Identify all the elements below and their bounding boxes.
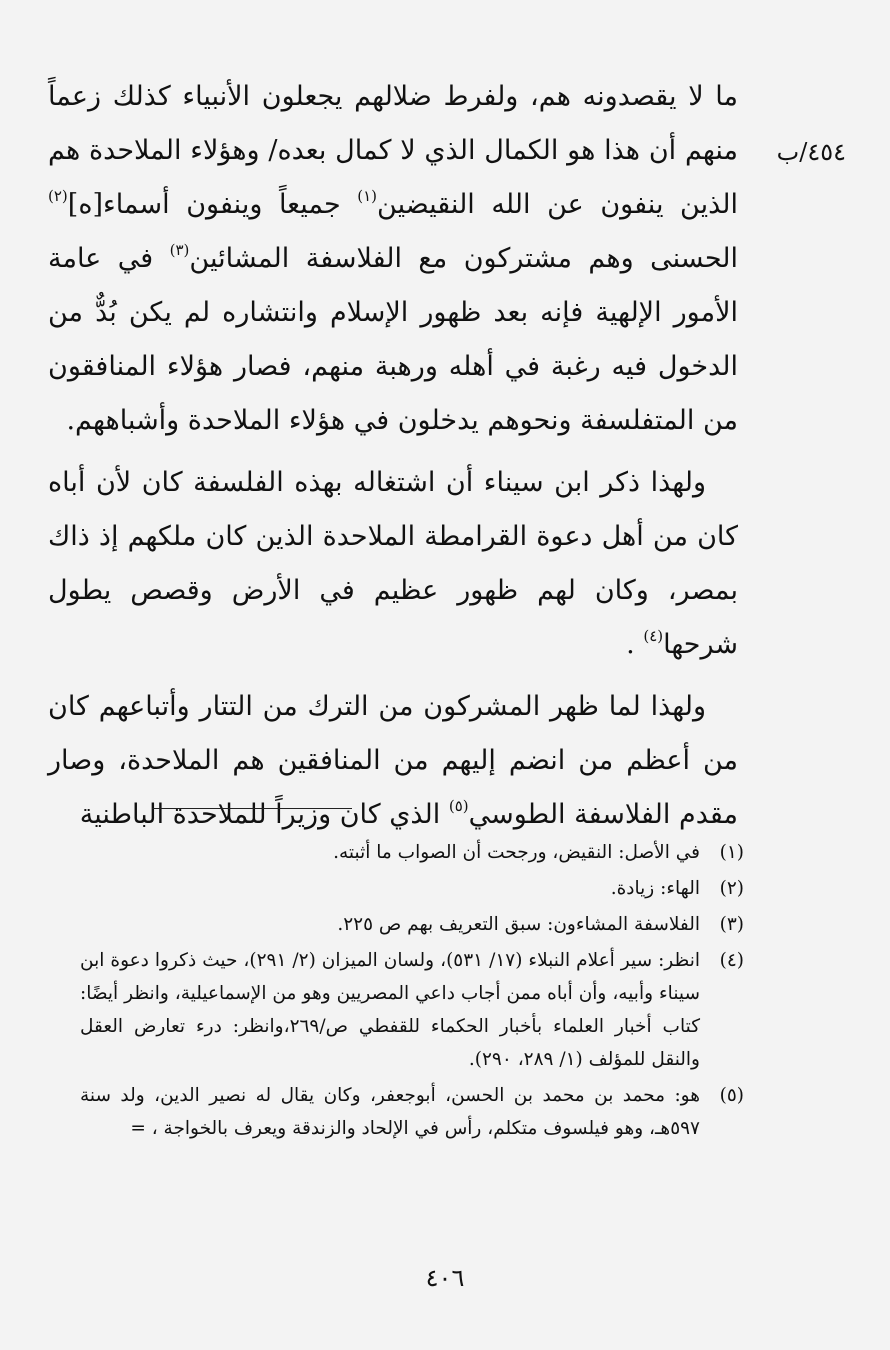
text-run: الحسنى وهم مشتركون مع الفلاسفة المشائين: [189, 243, 738, 274]
footnote-text: انظر: سير أعلام النبلاء (١٧/ ٥٣١)، ولسان الميزان (٢/ ٢٩١)، حيث ذكروا دعوة ابن سيناء وأبيه، وأن أباه ممن أجاب داعي المصريين وهو من الإسماعيلية، وانظر أيضًا: كتاب أخبار العلماء بأخبار الحكماء للقفطي ص/٢٦٩،وانظر: درء تعارض العقل والنقل للمؤلف (١/ ٢٨٩، ٢٩٠).: [80, 950, 701, 1070]
footnote-divider: [152, 808, 352, 809]
manuscript-folio-note: ٤٥٤/ب: [776, 138, 846, 166]
text-run: ولهذا لما ظهر المشركون من الترك من التتار وأتباعهم كان من أعظم من انضم إليهم من المنافقين هم الملاحدة، وصار مقدم الفلاسفة الطوسي: [48, 691, 738, 830]
footnote-text: في الأصل: النقيض، ورجحت أن الصواب ما أثبته.: [333, 842, 700, 863]
footnote-text: الفلاسفة المشاءون: سبق التعريف بهم ص ٢٢٥.: [337, 914, 700, 935]
text-run: جميعاً وينفون أسماء[ه]: [67, 189, 358, 220]
footnote-item: [80, 872, 744, 905]
paragraph: [48, 680, 738, 842]
footnote-number: (٢): [719, 878, 744, 899]
text-run: ما لا يقصدونه هم، ولفرط ضلالهم يجعلون الأنبياء كذلك زعماً منهم أن هذا هو الكمال الذي لا كمال بعده/ وهؤلاء الملاحدة هم الذين ينفون عن الله النقيضين: [48, 81, 739, 220]
paragraph: [48, 70, 738, 448]
footnote-number: (٣): [719, 914, 744, 935]
page-number: ٤٠٦: [425, 1264, 465, 1292]
footnote-ref[interactable]: (٣): [169, 241, 190, 259]
footnote-ref[interactable]: (٢): [48, 187, 68, 205]
footnote-item: [80, 944, 744, 1076]
footnote-number: (٤): [719, 950, 744, 971]
footnote-text: الهاء: زيادة.: [610, 878, 700, 899]
footnote-number: (٥): [719, 1085, 744, 1106]
paragraph: [48, 456, 738, 672]
text-run: .: [626, 629, 644, 660]
text-run: ولهذا ذكر ابن سيناء أن اشتغاله بهذه الفلسفة كان لأن أباه كان من أهل دعوة القرامطة الملاحدة الذين كان ملكهم إذ ذاك بمصر، وكان لهم ظهور عظيم في الأرض وقصص يطول شرحها: [48, 467, 738, 660]
footnote-text: هو: محمد بن محمد بن الحسن، أبوجعفر، وكان يقال له نصير الدين، ولد سنة ٥٩٧هـ، وهو فيلسوف متكلم، رأس في الإلحاد والزندقة ويعرف بالخواجة ، =: [80, 1085, 700, 1139]
footnote-ref[interactable]: (١): [357, 187, 378, 205]
main-text: [48, 70, 738, 850]
text-run: الذي كان وزيراً للملاحدة الباطنية: [79, 799, 449, 830]
footnote-item: [80, 1079, 744, 1145]
footnote-item: [80, 908, 744, 941]
footnotes: [80, 836, 744, 1148]
footnote-number: (١): [719, 842, 744, 863]
footnote-ref[interactable]: (٥): [448, 797, 469, 815]
footnote-item: [80, 836, 744, 869]
footnote-ref[interactable]: (٤): [643, 627, 664, 645]
text-run: في عامة الأمور الإلهية فإنه بعد ظهور الإسلام وانتشاره لم يكن بُدٌّ من الدخول فيه رغبة في أهله ورهبة منهم، فصار هؤلاء المنافقون من المتفلسفة ونحوهم يدخلون في هؤلاء الملاحدة وأشباههم.: [48, 243, 738, 436]
